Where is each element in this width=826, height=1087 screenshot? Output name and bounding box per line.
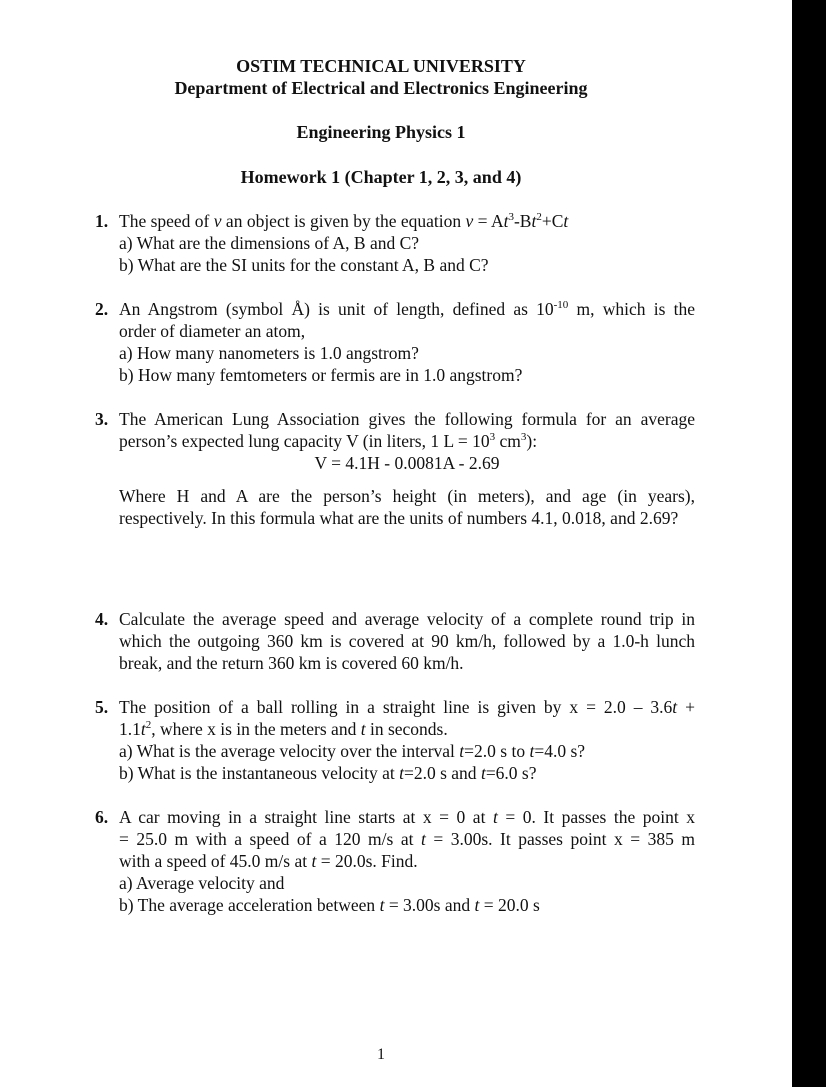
question-stem-continued: = 25.0 m with a speed of a 120 m/s at t = 3.00s. It passes point x = 385 m xyxy=(119,829,695,849)
question-part: b) What are the SI units for the constant A, B and C? xyxy=(119,255,489,275)
lung-capacity-formula: V = 4.1H - 0.0081A - 2.69 xyxy=(314,453,500,473)
question-part: a) What is the average velocity over the interval t=2.0 s to t=4.0 s? xyxy=(119,741,586,761)
question-stem-continued: person’s expected lung capacity V (in liters, 1 $L = 10^3$ $cm^3$): xyxy=(119,431,538,451)
question-number: 5. xyxy=(95,697,109,717)
question-stem: The position of a ball rolling in a straight line is given by x = 2.0 – 3.6t + xyxy=(119,697,695,717)
course-title: Engineering Physics 1 xyxy=(296,122,466,142)
question-part: a) What are the dimensions of A, B and C? xyxy=(119,233,420,253)
question-4 xyxy=(95,608,695,674)
question-3 xyxy=(95,408,695,529)
question-number: 1. xyxy=(95,211,109,231)
question-stem: A car moving in a straight line starts at x = 0 at t = 0. It passes the point x xyxy=(119,807,695,827)
page-number: 1 xyxy=(377,1046,385,1063)
university-title: OSTIM TECHNICAL UNIVERSITY xyxy=(236,56,526,76)
question-stem-continued: $1.1t^2$, where x is in the meters and t in seconds. xyxy=(119,719,448,739)
question-number: 6. xyxy=(95,807,109,827)
question-number: 4. xyxy=(95,609,109,629)
question-explanation: Where H and A are the person’s height (in meters), and age (in years), respectively. In this formula what are the units of numbers 4.1, 0.018, and 2.69? xyxy=(119,486,695,528)
question-part: a) Average velocity and xyxy=(119,873,285,893)
question-stem-continued: order of diameter an atom, xyxy=(119,321,306,341)
question-part: a) How many nanometers is 1.0 angstrom? xyxy=(119,343,419,363)
question-stem-continued: with a speed of 45.0 m/s at t = 20.0s. Find. xyxy=(119,851,418,871)
question-2 xyxy=(95,298,695,386)
question-1 xyxy=(95,210,695,276)
page-edge-border xyxy=(792,0,826,1087)
question-part: b) What is the instantaneous velocity at t=2.0 s and t=6.0 s? xyxy=(119,763,537,783)
question-number: 2. xyxy=(95,299,109,319)
question-stem: The speed of v an object is given by the equation $v = At^3-Bt^2+Ct$ xyxy=(119,211,569,231)
question-6 xyxy=(95,806,695,916)
question-part: b) The average acceleration between t = 3.00s and t = 20.0 s xyxy=(119,895,540,915)
question-stem: Calculate the average speed and average velocity of a complete round trip in which the outgoing 360 km is covered at 90 km/h, followed by a 1.0-h lunch break, and the return 360 km is covered 60 km/h. xyxy=(119,609,695,673)
department-title: Department of Electrical and Electronics Engineering xyxy=(174,78,588,98)
question-5 xyxy=(95,696,695,784)
question-stem: The American Lung Association gives the following formula for an average xyxy=(119,409,695,429)
homework-title: Homework 1 (Chapter 1, 2, 3, and 4) xyxy=(240,167,522,187)
question-stem: An Angstrom (symbol Å) is unit of length, defined as $10^{-10}$ m, which is the xyxy=(119,299,695,319)
question-part: b) How many femtometers or fermis are in 1.0 angstrom? xyxy=(119,365,523,385)
question-number: 3. xyxy=(95,409,109,429)
